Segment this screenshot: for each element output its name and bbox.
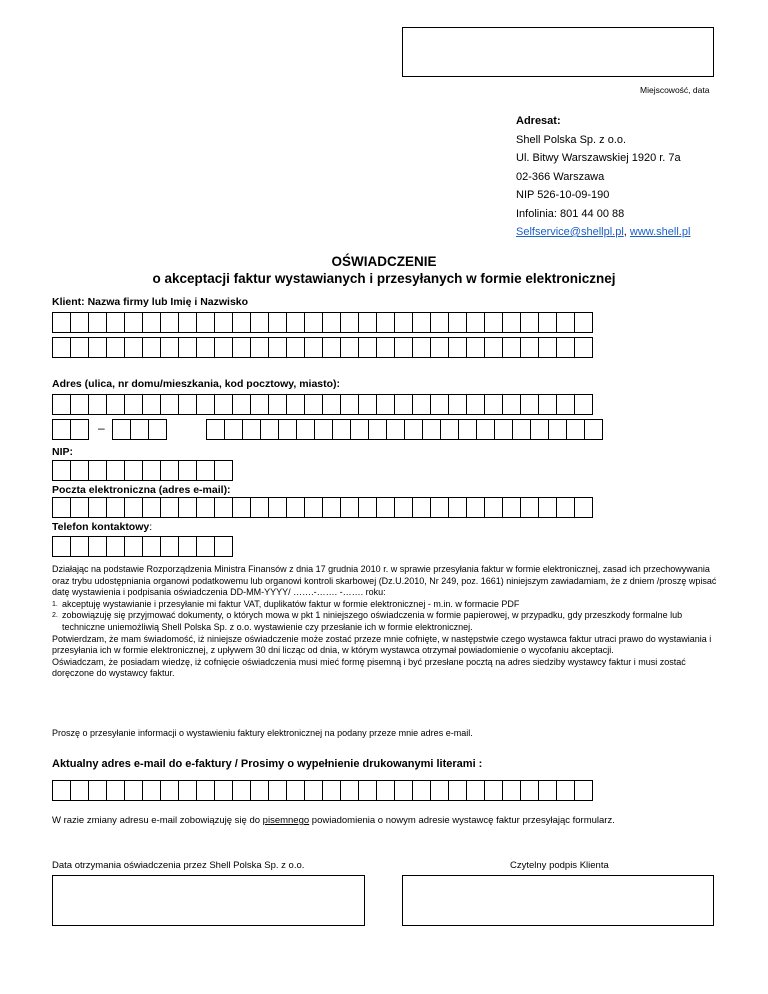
- input-cell[interactable]: [196, 536, 215, 557]
- client-name-label: Klient: Nazwa firmy lub Imię i Nazwisko: [52, 296, 249, 308]
- einvoice-email-grid[interactable]: [52, 780, 593, 801]
- input-cell[interactable]: [106, 337, 125, 358]
- input-cell[interactable]: [394, 337, 413, 358]
- input-cell[interactable]: [430, 337, 449, 358]
- input-cell[interactable]: [106, 394, 125, 415]
- input-cell[interactable]: [304, 394, 323, 415]
- addressee-nip: NIP 526-10-09-190: [516, 189, 610, 201]
- input-cell[interactable]: [304, 337, 323, 358]
- input-cell[interactable]: [196, 780, 215, 801]
- postal-code-dash: –: [98, 421, 105, 435]
- input-cell[interactable]: [538, 394, 557, 415]
- input-cell[interactable]: [484, 497, 503, 518]
- input-cell[interactable]: [520, 780, 539, 801]
- input-cell[interactable]: [574, 780, 593, 801]
- input-cell[interactable]: [376, 394, 395, 415]
- input-cell[interactable]: [142, 312, 161, 333]
- input-cell[interactable]: [412, 312, 431, 333]
- input-cell[interactable]: [142, 337, 161, 358]
- input-cell[interactable]: [142, 497, 161, 518]
- input-cell[interactable]: [178, 497, 197, 518]
- input-cell[interactable]: [574, 394, 593, 415]
- input-cell[interactable]: [232, 337, 251, 358]
- input-cell[interactable]: [178, 536, 197, 557]
- input-cell[interactable]: [160, 497, 179, 518]
- input-cell[interactable]: [484, 394, 503, 415]
- input-cell[interactable]: [88, 337, 107, 358]
- input-cell[interactable]: [70, 419, 89, 440]
- input-cell[interactable]: [322, 497, 341, 518]
- input-cell[interactable]: [538, 780, 557, 801]
- input-cell[interactable]: [376, 312, 395, 333]
- input-cell[interactable]: [250, 312, 269, 333]
- input-cell[interactable]: [332, 419, 351, 440]
- input-cell[interactable]: [112, 419, 131, 440]
- note-underlined: pisemnego: [262, 815, 310, 826]
- phone-label-colon: :: [149, 521, 153, 533]
- input-cell[interactable]: [314, 419, 333, 440]
- input-cell[interactable]: [196, 394, 215, 415]
- input-cell[interactable]: [394, 497, 413, 518]
- input-cell[interactable]: [214, 312, 233, 333]
- city-grid[interactable]: [206, 419, 603, 440]
- input-cell[interactable]: [520, 497, 539, 518]
- input-cell[interactable]: [574, 337, 593, 358]
- input-cell[interactable]: [422, 419, 441, 440]
- addressee-label: Adresat:: [516, 115, 561, 127]
- input-cell[interactable]: [404, 419, 423, 440]
- input-cell[interactable]: [530, 419, 549, 440]
- input-cell[interactable]: [574, 497, 593, 518]
- input-cell[interactable]: [52, 312, 71, 333]
- input-cell[interactable]: [476, 419, 495, 440]
- input-cell[interactable]: [214, 780, 233, 801]
- phone-label-text: Telefon kontaktowy: [52, 521, 150, 533]
- input-cell[interactable]: [296, 419, 315, 440]
- input-cell[interactable]: [512, 419, 531, 440]
- input-cell[interactable]: [286, 337, 305, 358]
- input-cell[interactable]: [70, 312, 89, 333]
- input-cell[interactable]: [584, 419, 603, 440]
- input-cell[interactable]: [214, 497, 233, 518]
- input-cell[interactable]: [394, 394, 413, 415]
- input-cell[interactable]: [286, 780, 305, 801]
- input-cell[interactable]: [250, 337, 269, 358]
- postal-code-grid-part1[interactable]: [52, 419, 89, 440]
- input-cell[interactable]: [160, 394, 179, 415]
- input-cell[interactable]: [196, 337, 215, 358]
- input-cell[interactable]: [466, 337, 485, 358]
- input-cell[interactable]: [88, 780, 107, 801]
- input-cell[interactable]: [268, 780, 287, 801]
- input-cell[interactable]: [178, 337, 197, 358]
- client-name-grid-row2[interactable]: [52, 337, 593, 358]
- input-cell[interactable]: [88, 536, 107, 557]
- input-cell[interactable]: [368, 419, 387, 440]
- input-cell[interactable]: [358, 337, 377, 358]
- input-cell[interactable]: [412, 394, 431, 415]
- input-cell[interactable]: [106, 460, 125, 481]
- input-cell[interactable]: [574, 312, 593, 333]
- input-cell[interactable]: [566, 419, 585, 440]
- phone-grid[interactable]: [52, 536, 233, 557]
- input-cell[interactable]: [124, 337, 143, 358]
- input-cell[interactable]: [178, 394, 197, 415]
- statement-intro: Działając na podstawie Rozporządzenia Ministra Finansów z dnia 17 grudnia 2010 r. w sprawie przesyłania faktur w formie elektronicznej, zasad ich przechowywania oraz trybu udostępniania organowi podatkowemu lub organowi kontroli skarbowej (Dz.U.2010, Nr 249, poz. 1661) niniejszym zawiadamiam, że z dniem /proszę wpisać datę wystawienia i podpisania oświadczenia DD-MM-YYYY/ …….-……. -……. roku:: [52, 564, 717, 598]
- input-cell[interactable]: [394, 780, 413, 801]
- input-cell[interactable]: [466, 497, 485, 518]
- statement-confirm: Potwierdzam, że mam świadomość, iż niniejsze oświadczenie może zostać przeze mnie cofnięte, w następstwie czego wystawca faktur utraci prawo do wystawiania i przesyłania ich w formie elektronicznej, z upływem 30 dni licząc od dnia, w którym wystawca otrzymał powiadomienie o wycofaniu akceptacji.: [52, 633, 712, 656]
- input-cell[interactable]: [52, 497, 71, 518]
- input-cell[interactable]: [430, 394, 449, 415]
- input-cell[interactable]: [52, 536, 71, 557]
- nip-grid[interactable]: [52, 460, 233, 481]
- email-link[interactable]: Selfservice@shellpl.pl: [516, 226, 624, 238]
- input-cell[interactable]: [538, 312, 557, 333]
- input-cell[interactable]: [376, 337, 395, 358]
- input-cell[interactable]: [358, 394, 377, 415]
- input-cell[interactable]: [538, 497, 557, 518]
- input-cell[interactable]: [502, 337, 521, 358]
- input-cell[interactable]: [142, 460, 161, 481]
- input-cell[interactable]: [322, 337, 341, 358]
- input-cell[interactable]: [440, 419, 459, 440]
- input-cell[interactable]: [268, 497, 287, 518]
- input-cell[interactable]: [466, 312, 485, 333]
- input-cell[interactable]: [350, 419, 369, 440]
- input-cell[interactable]: [358, 497, 377, 518]
- input-cell[interactable]: [502, 497, 521, 518]
- input-cell[interactable]: [548, 419, 567, 440]
- input-cell[interactable]: [106, 536, 125, 557]
- input-cell[interactable]: [358, 780, 377, 801]
- input-cell[interactable]: [484, 337, 503, 358]
- input-cell[interactable]: [278, 419, 297, 440]
- input-cell[interactable]: [70, 394, 89, 415]
- input-cell[interactable]: [214, 394, 233, 415]
- statement-text: [52, 564, 718, 680]
- input-cell[interactable]: [106, 497, 125, 518]
- input-cell[interactable]: [196, 497, 215, 518]
- input-cell[interactable]: [260, 419, 279, 440]
- input-cell[interactable]: [124, 394, 143, 415]
- phone-label: [52, 521, 152, 533]
- contact-separator: ,: [623, 226, 630, 238]
- client-signature-box[interactable]: [402, 875, 714, 926]
- input-cell[interactable]: [304, 780, 323, 801]
- input-cell[interactable]: [448, 394, 467, 415]
- addressee-street: Ul. Bitwy Warszawskiej 1920 r. 7a: [516, 152, 681, 164]
- input-cell[interactable]: [70, 497, 89, 518]
- input-cell[interactable]: [448, 497, 467, 518]
- input-cell[interactable]: [520, 312, 539, 333]
- client-name-grid-row1[interactable]: [52, 312, 593, 333]
- input-cell[interactable]: [430, 312, 449, 333]
- input-cell[interactable]: [142, 780, 161, 801]
- statement-list: [52, 599, 718, 634]
- input-cell[interactable]: [124, 460, 143, 481]
- input-cell[interactable]: [502, 312, 521, 333]
- input-cell[interactable]: [250, 497, 269, 518]
- addressee-company: Shell Polska Sp. z o.o.: [516, 133, 627, 146]
- input-cell[interactable]: [88, 312, 107, 333]
- addressee-block: [516, 114, 756, 244]
- input-cell[interactable]: [340, 780, 359, 801]
- input-cell[interactable]: [358, 312, 377, 333]
- input-cell[interactable]: [148, 419, 167, 440]
- input-cell[interactable]: [232, 394, 251, 415]
- input-cell[interactable]: [160, 337, 179, 358]
- input-cell[interactable]: [52, 419, 71, 440]
- input-cell[interactable]: [556, 337, 575, 358]
- input-cell[interactable]: [52, 337, 71, 358]
- input-cell[interactable]: [304, 497, 323, 518]
- input-cell[interactable]: [376, 780, 395, 801]
- input-cell[interactable]: [124, 312, 143, 333]
- input-cell[interactable]: [160, 536, 179, 557]
- input-cell[interactable]: [232, 497, 251, 518]
- input-cell[interactable]: [340, 497, 359, 518]
- place-date-label: Miejscowość, data: [640, 85, 710, 95]
- input-cell[interactable]: [106, 780, 125, 801]
- item-number: 2.: [52, 612, 58, 620]
- input-cell[interactable]: [340, 394, 359, 415]
- input-cell[interactable]: [430, 780, 449, 801]
- input-cell[interactable]: [484, 312, 503, 333]
- note-before: W razie zmiany adresu e-mail zobowiązuję się do: [52, 815, 263, 826]
- receipt-date-box[interactable]: [52, 875, 365, 926]
- input-cell[interactable]: [268, 312, 287, 333]
- website-link[interactable]: www.shell.pl: [629, 226, 691, 238]
- input-cell[interactable]: [250, 780, 269, 801]
- input-cell[interactable]: [466, 394, 485, 415]
- statement-request: Proszę o przesyłanie informacji o wystawieniu faktury elektronicznej na podany przeze mnie adres e-mail.: [52, 728, 473, 738]
- input-cell[interactable]: [52, 394, 71, 415]
- email-change-note: [52, 815, 615, 826]
- email-label: Poczta elektroniczna (adres e-mail):: [52, 484, 231, 496]
- input-cell[interactable]: [502, 394, 521, 415]
- input-cell[interactable]: [484, 780, 503, 801]
- input-cell[interactable]: [376, 497, 395, 518]
- input-cell[interactable]: [52, 460, 71, 481]
- input-cell[interactable]: [448, 337, 467, 358]
- input-cell[interactable]: [394, 312, 413, 333]
- statement-item-1: [52, 599, 718, 611]
- nip-label: NIP:: [52, 446, 73, 458]
- input-cell[interactable]: [386, 419, 405, 440]
- input-cell[interactable]: [232, 780, 251, 801]
- input-cell[interactable]: [322, 780, 341, 801]
- input-cell[interactable]: [250, 394, 269, 415]
- input-cell[interactable]: [88, 394, 107, 415]
- input-cell[interactable]: [130, 419, 149, 440]
- input-cell[interactable]: [178, 312, 197, 333]
- input-cell[interactable]: [160, 460, 179, 481]
- input-cell[interactable]: [124, 780, 143, 801]
- input-cell[interactable]: [556, 780, 575, 801]
- document-subtitle: o akceptacji faktur wystawianych i przesyłanych w formie elektronicznej: [152, 271, 616, 286]
- input-cell[interactable]: [214, 536, 233, 557]
- input-cell[interactable]: [340, 337, 359, 358]
- client-signature-label: Czytelny podpis Klienta: [510, 860, 609, 871]
- input-cell[interactable]: [322, 394, 341, 415]
- input-cell[interactable]: [214, 337, 233, 358]
- input-cell[interactable]: [268, 337, 287, 358]
- input-cell[interactable]: [88, 460, 107, 481]
- input-cell[interactable]: [224, 419, 243, 440]
- input-cell[interactable]: [178, 780, 197, 801]
- input-cell[interactable]: [466, 780, 485, 801]
- input-cell[interactable]: [340, 312, 359, 333]
- address-label: Adres (ulica, nr domu/mieszkania, kod pocztowy, miasto):: [52, 378, 341, 390]
- input-cell[interactable]: [178, 460, 197, 481]
- place-date-box[interactable]: [402, 27, 714, 77]
- input-cell[interactable]: [142, 536, 161, 557]
- input-cell[interactable]: [458, 419, 477, 440]
- input-cell[interactable]: [494, 419, 513, 440]
- input-cell[interactable]: [286, 497, 305, 518]
- receipt-date-label: Data otrzymania oświadczenia przez Shell Polska Sp. z o.o.: [52, 860, 305, 871]
- input-cell[interactable]: [106, 312, 125, 333]
- item-text: akceptuję wystawianie i przesyłanie mi faktur VAT, duplikatów faktur w formie elektronicznej - m.in. w formacie PDF: [62, 598, 520, 609]
- input-cell[interactable]: [214, 460, 233, 481]
- input-cell[interactable]: [196, 460, 215, 481]
- input-cell[interactable]: [268, 394, 287, 415]
- item-number: 1.: [52, 600, 58, 608]
- input-cell[interactable]: [160, 312, 179, 333]
- input-cell[interactable]: [70, 536, 89, 557]
- input-cell[interactable]: [412, 497, 431, 518]
- document-title: OŚWIADCZENIE: [331, 254, 437, 269]
- addressee-hotline: Infolinia: 801 44 00 88: [516, 207, 625, 220]
- input-cell[interactable]: [520, 394, 539, 415]
- input-cell[interactable]: [70, 460, 89, 481]
- input-cell[interactable]: [556, 497, 575, 518]
- addressee-contacts: [516, 225, 756, 244]
- input-cell[interactable]: [232, 312, 251, 333]
- statement-item-2: [52, 610, 718, 633]
- input-cell[interactable]: [412, 337, 431, 358]
- input-cell[interactable]: [124, 536, 143, 557]
- input-cell[interactable]: [160, 780, 179, 801]
- email-grid[interactable]: [52, 497, 593, 518]
- addressee-city: 02-366 Warszawa: [516, 170, 605, 183]
- input-cell[interactable]: [538, 337, 557, 358]
- input-cell[interactable]: [556, 312, 575, 333]
- input-cell[interactable]: [286, 312, 305, 333]
- input-cell[interactable]: [322, 312, 341, 333]
- input-cell[interactable]: [142, 394, 161, 415]
- input-cell[interactable]: [70, 780, 89, 801]
- input-cell[interactable]: [70, 337, 89, 358]
- postal-code-grid-part2[interactable]: [112, 419, 167, 440]
- input-cell[interactable]: [448, 780, 467, 801]
- input-cell[interactable]: [196, 312, 215, 333]
- input-cell[interactable]: [430, 497, 449, 518]
- input-cell[interactable]: [556, 394, 575, 415]
- input-cell[interactable]: [88, 497, 107, 518]
- input-cell[interactable]: [242, 419, 261, 440]
- address-grid-row1[interactable]: [52, 394, 593, 415]
- einvoice-email-label: Aktualny adres e-mail do e-faktury / Prosimy o wypełnienie drukowanymi literami :: [52, 758, 483, 770]
- input-cell[interactable]: [206, 419, 225, 440]
- input-cell[interactable]: [124, 497, 143, 518]
- statement-withdraw: Oświadczam, że posiadam wiedzę, iż cofnięcie oświadczenia musi mieć formę pisemną i być przesłane pocztą na adres siedziby wystawcy faktur i musi zostać doręczone do wystawcy faktur.: [52, 656, 686, 679]
- note-after: powiadomienia o nowym adresie wystawcę faktur przesyłając formularz.: [309, 815, 615, 826]
- item-text: zobowiązuję się przyjmować dokumenty, o których mowa w pkt 1 niniejszego oświadczenia w formie papierowej, w przypadku, gdy przeszkody formalne lub techniczne uniemożliwią Shell Polska Sp. z o.o. wystawienie czy przesłanie ich w formie elektronicznej.: [62, 610, 683, 632]
- input-cell[interactable]: [304, 312, 323, 333]
- input-cell[interactable]: [502, 780, 521, 801]
- input-cell[interactable]: [52, 780, 71, 801]
- input-cell[interactable]: [520, 337, 539, 358]
- input-cell[interactable]: [412, 780, 431, 801]
- input-cell[interactable]: [286, 394, 305, 415]
- input-cell[interactable]: [448, 312, 467, 333]
